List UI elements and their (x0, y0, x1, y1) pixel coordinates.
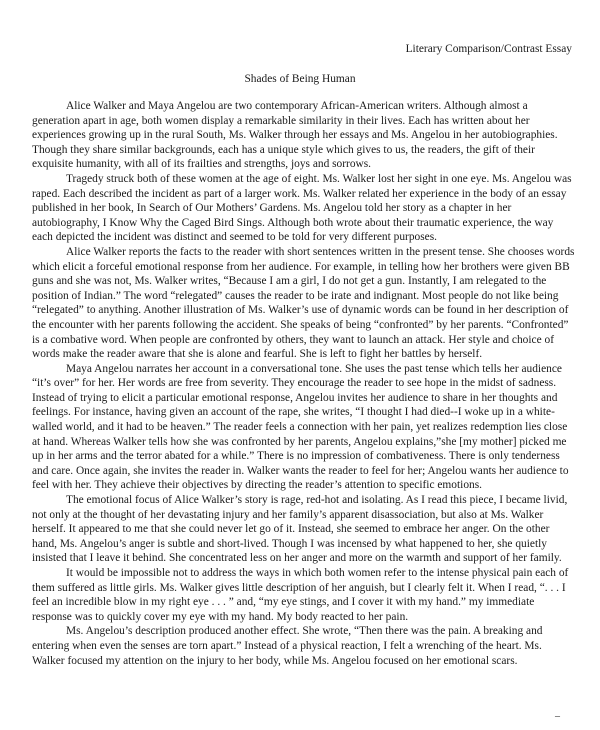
paragraph: It would be impossible not to address the ways in which both women refer to the intense physical pain each of them suffered as little girls. Ms. Walker gives little description of her anguish, but I clearly felt it. When I read, “. . . I feel an incredible blow in my right eye . . . ” and, “my eye stings, and I cover it with my hand.” my immediate response was to quickly cover my eye with my hand. My body reacted to her pain. (32, 567, 569, 623)
paragraph: Tragedy struck both of these women at the age of eight. Ms. Walker lost her sight in one eye. Ms. Angelou was raped. Each described the incident as part of a larger work. Ms. Walker related her experience in the body of an essay published in her book, In Search of Our Mothers’ Gardens. Ms. Angelou told her story as a chapter in her autobiography, I Know Why the Caged Bird Sings. Although both wrote about their traumatic experience, the way each depicted the incident was distinct and seemed to be told for very different purposes. (32, 172, 572, 244)
running-header: Literary Comparison/Contrast Essay (405, 43, 572, 55)
paragraph: Alice Walker reports the facts to the reader with short sentences written in the present tense. She chooses words which elicit a forceful emotional response from her audience. For example, in telling how her brothers were given BB guns and she was not, Ms. Walker writes, “Because I am a girl, I do not get a gun. Instantly, I am relegated to the position of Indian.” The word “relegated” causes the reader to be irate and indignant. Most people do not like being “relegated” to anything. Another illustration of Ms. Walker’s use of dynamic words can be found in her description of the encounter with her parents following the accident. She speaks of being “confronted” by her parents. “Confronted” is a combative word. When people are confronted by others, they want to launch an attack. Her style and choice of words make the reader aware that she is alone and fearful. She is left to fight her battles by herself. (32, 245, 575, 361)
paragraph: Maya Angelou narrates her account in a conversational tone. She uses the past tense which tells her audience “it’s over” for her. Her words are free from severity. They encourage the reader to see hope in the midst of sadness. Instead of trying to elicit a particular emotional response, Angelou invites her audience to share in her thoughts and feelings. For instance, having given an account of the rape, she writes, “I thought I had died--I woke up in a white-walled world, and it had to be heaven.” The reader feels a connection with her pain, yet realizes redemption lies close at hand. Whereas Walker tells how she was confronted by her parents, Angelou explains,”she [my mother] picked me up in her arms and the terror abated for a while.” There is no impression of combativeness. There is only tenderness and care. Once again, she invites the reader in. Walker wants the reader to feel for her; Angelou wants her audience to feel with her. They achieve their objectives by directing the reader’s attention to specific emotions. (32, 362, 569, 492)
essay-title: Shades of Being Human (244, 73, 356, 85)
paragraph: Alice Walker and Maya Angelou are two contemporary African-American writers. Although almost a generation apart in age, both women display a remarkable similarity in their lives. Each has written about her experiences growing up in the rural South, Ms. Walker through her essays and Ms. Angelou in her autobiographies. Though they share similar backgrounds, each has a unique style which gives to us, the readers, the gift of their exquisite humanity, with all of its frailties and strengths, joys and sorrows. (32, 100, 558, 171)
page-mark: – (555, 711, 560, 722)
essay-body (32, 99, 576, 668)
paragraph: The emotional focus of Alice Walker’s story is rage, red-hot and isolating. As I read this piece, I became livid, not only at the thought of her devastating injury and her family’s apparent disassociation, but also at Ms. Walker herself. It appeared to me that she could never let go of it. Instead, she seemed to embrace her anger. On the other hand, Ms. Angelou’s anger is subtle and short-lived. Though I was incensed by what happened to her, she quietly insisted that I leave it behind. She concentrated less on her anger and more on the warmth and support of her family. (32, 494, 568, 565)
paragraph: Ms. Angelou’s description produced another effect. She wrote, “Then there was the pain. A breaking and entering when even the senses are torn apart.” Instead of a physical reaction, I felt a wrenching of the heart. Ms. Walker focused my attention on the injury to her body, while Ms. Angelou focused on her emotional scars. (32, 625, 543, 667)
